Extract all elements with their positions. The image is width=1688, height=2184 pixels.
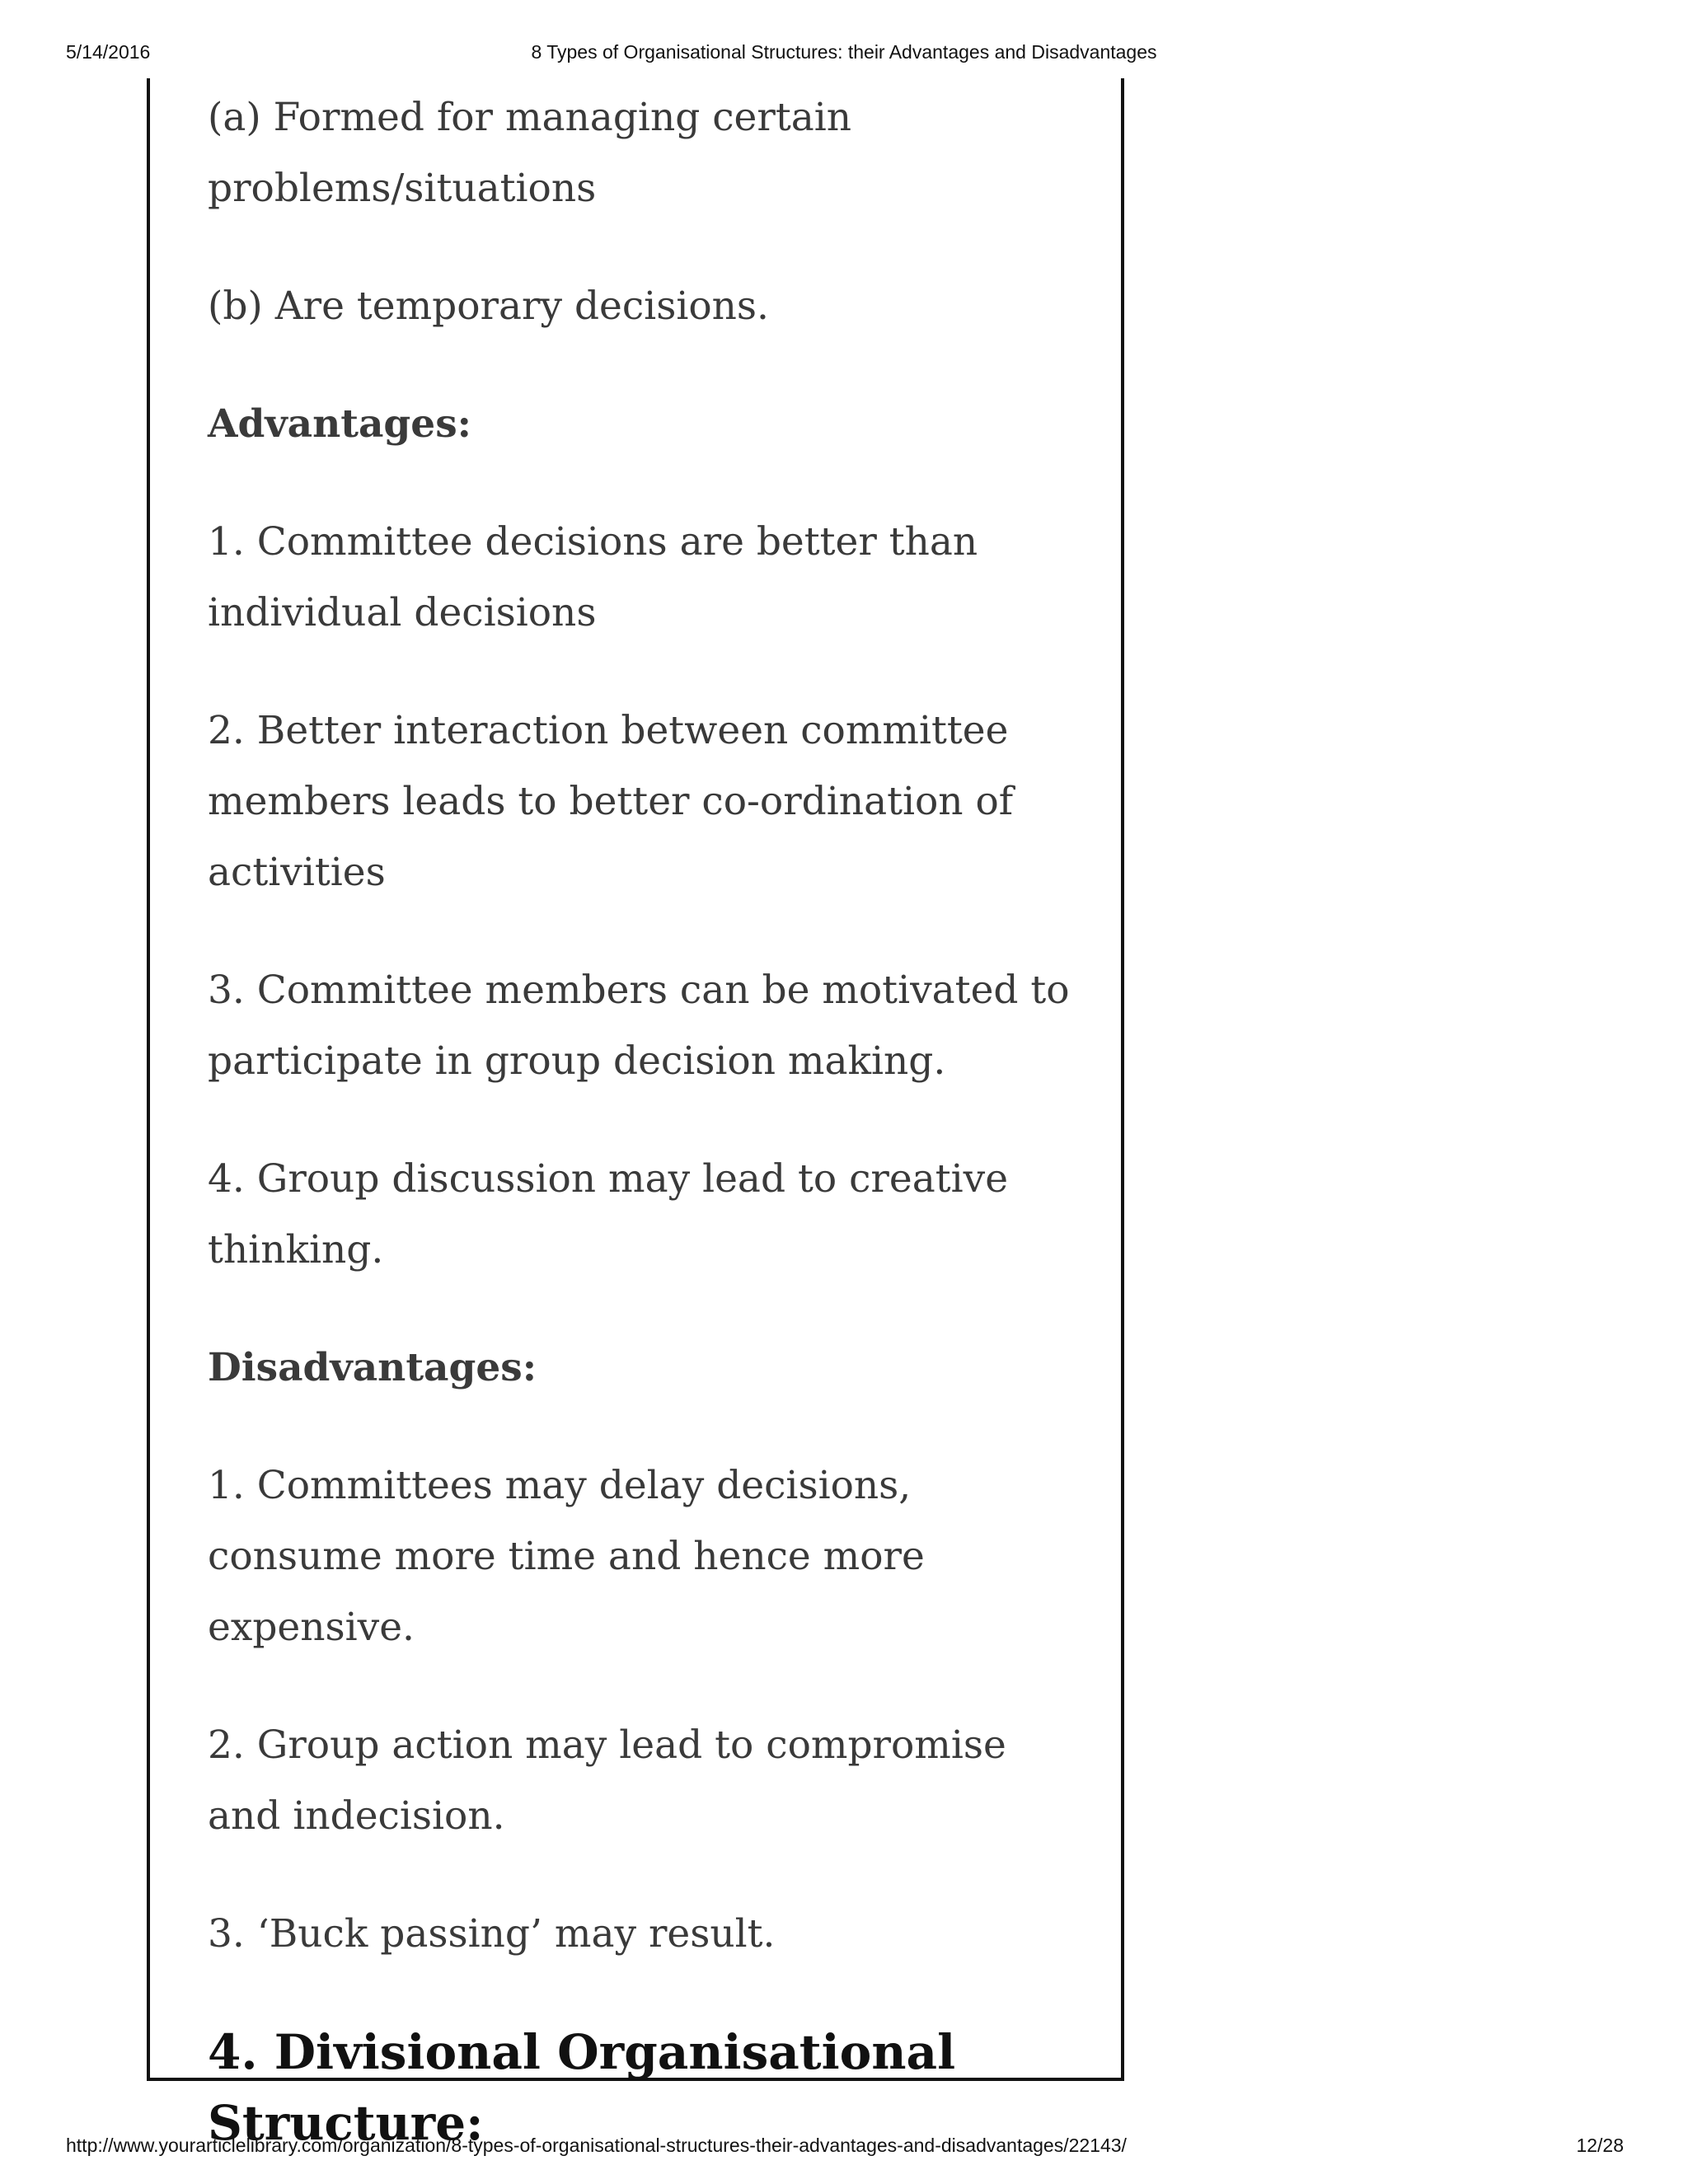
section-heading: 4. Divisional Organisational Structure: [208, 2024, 956, 2151]
print-url: http://www.yourarticlelibrary.com/organization/8-types-of-organisational-structures-their-advantages-and-disadvantages/22143/ [66, 2135, 1127, 2156]
advantage-item-1: 1. Committee decisions are better than individual decisions [208, 519, 978, 635]
disadvantage-item-2: 2. Group action may lead to compromise and indecision. [208, 1722, 1006, 1839]
disadvantage-item-3: 3. ‘Buck passing’ may result. [208, 1911, 776, 1957]
point-b: (b) Are temporary decisions. [208, 284, 769, 329]
advantage-item-2: 2. Better interaction between committee members leads to better co-ordination of activities [208, 708, 1014, 895]
disadvantage-item-1: 1. Committees may delay decisions, consume more time and hence more expensive. [208, 1463, 925, 1650]
advantage-item-4: 4. Group discussion may lead to creative thinking. [208, 1156, 1009, 1272]
print-page-title: 8 Types of Organisational Structures: their Advantages and Disadvantages [531, 41, 1157, 63]
article-content [208, 82, 1081, 2158]
disadvantages-heading: Disadvantages: [208, 1345, 537, 1390]
advantage-item-3: 3. Committee members can be motivated to participate in group decision making. [208, 968, 1070, 1084]
print-date: 5/14/2016 [66, 41, 151, 63]
point-a: (a) Formed for managing certain problems/situations [208, 95, 852, 211]
print-footer [0, 2135, 1688, 2161]
advantages-heading: Advantages: [208, 401, 472, 447]
print-page-number: 12/28 [1576, 2135, 1624, 2156]
print-header [0, 41, 1688, 68]
